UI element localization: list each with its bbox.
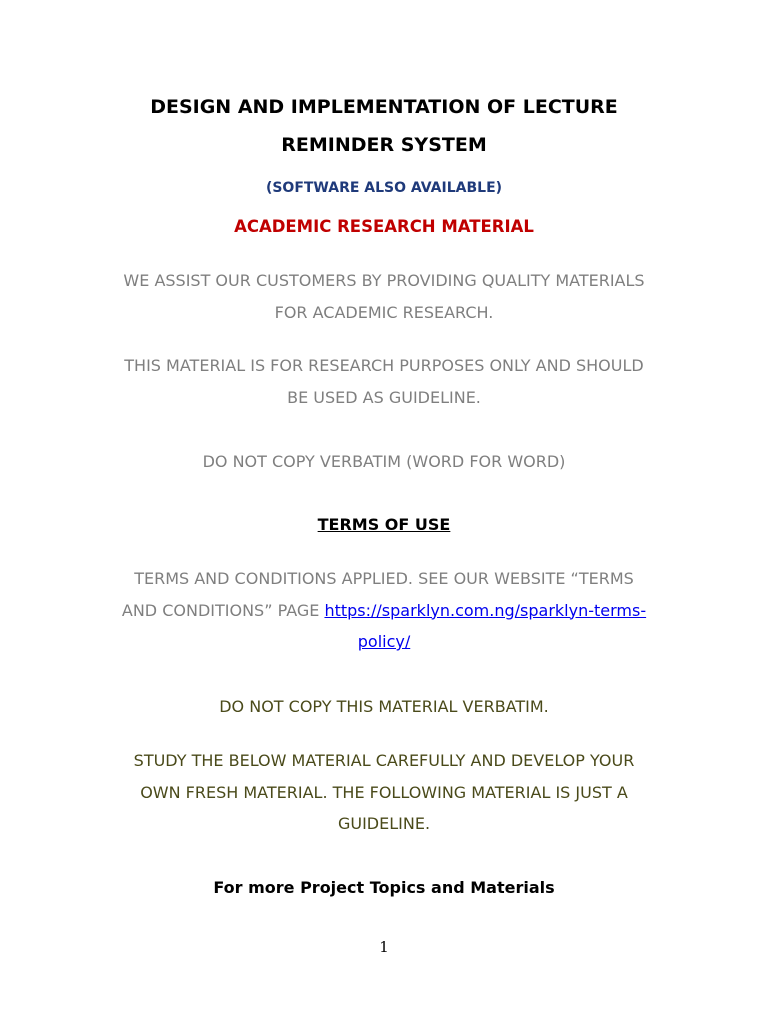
terms-line-2-prefix: AND CONDITIONS” PAGE	[121, 600, 325, 620]
title-line-1: DESIGN AND IMPLEMENTATION OF LECTURE	[150, 96, 618, 118]
terms-line-1: TERMS AND CONDITIONS APPLIED. SEE OUR WEBSITE “TERMS	[134, 569, 634, 588]
study-line-3: GUIDELINE.	[337, 814, 431, 833]
terms-paragraph	[88, 563, 680, 658]
software-note: (SOFTWARE ALSO AVAILABLE)	[265, 180, 503, 196]
purpose-line-2: BE USED AS GUIDELINE.	[287, 387, 481, 407]
page-number: 1	[379, 938, 389, 956]
terms-link[interactable]: https://sparklyn.com.ng/sparklyn-terms-	[324, 600, 647, 620]
terms-link-continuation[interactable]: policy/	[357, 632, 411, 651]
study-paragraph	[80, 745, 688, 840]
more-topics-heading: For more Project Topics and Materials	[213, 878, 555, 897]
title-line-2: REMINDER SYSTEM	[281, 134, 487, 156]
no-copy-note: DO NOT COPY THIS MATERIAL VERBATIM.	[219, 697, 549, 716]
terms-line-3	[88, 626, 680, 658]
purpose-paragraph	[80, 350, 688, 413]
assist-line-2: FOR ACADEMIC RESEARCH.	[274, 302, 494, 322]
purpose-line-1: THIS MATERIAL IS FOR RESEARCH PURPOSES ONLY AND SHOULD	[124, 356, 644, 375]
study-line-1: STUDY THE BELOW MATERIAL CAREFULLY AND DEVELOP YOUR	[133, 751, 635, 770]
academic-label: ACADEMIC RESEARCH MATERIAL	[234, 217, 534, 236]
terms-heading: TERMS OF USE	[317, 515, 451, 534]
study-line-2: OWN FRESH MATERIAL. THE FOLLOWING MATERIAL IS JUST A	[140, 782, 628, 802]
document-title	[80, 88, 688, 164]
verbatim-note: DO NOT COPY VERBATIM (WORD FOR WORD)	[202, 452, 566, 471]
assist-paragraph	[80, 265, 688, 328]
terms-line-2	[88, 595, 680, 627]
assist-line-1: WE ASSIST OUR CUSTOMERS BY PROVIDING QUALITY MATERIALS	[123, 271, 645, 290]
